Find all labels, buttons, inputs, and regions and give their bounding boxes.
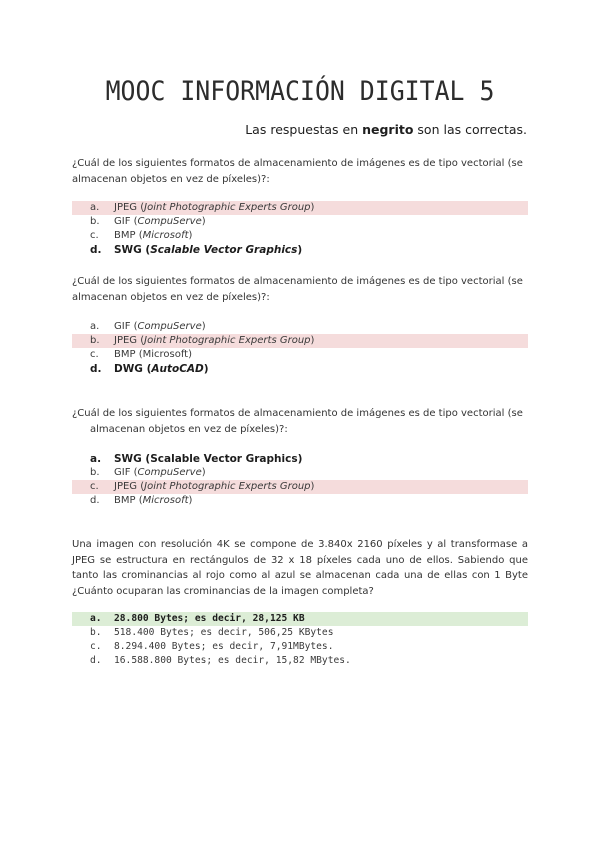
option-italic: Joint Photographic Experts Group	[144, 202, 311, 213]
question-3-text: ¿Cuál de los siguientes formatos de almacenamiento de imágenes es de tipo vectorial (se almacenan objetos en vez de píxeles)?:	[72, 408, 523, 435]
option-letter: c.	[90, 641, 102, 652]
option-text: BMP (	[114, 230, 143, 241]
option-text: GIF (	[114, 321, 138, 332]
option-end: )	[188, 495, 193, 506]
option-end: )	[201, 467, 206, 478]
question-2-text: ¿Cuál de los siguientes formatos de almacenamiento de imágenes es de tipo vectorial (se almacenan objetos en vez de píxeles)?:	[72, 276, 523, 303]
option-letter: d.	[90, 244, 102, 256]
subtitle	[245, 122, 527, 137]
option-text: 518.400 Bytes; es decir, 506,25 KBytes	[114, 627, 334, 638]
option-text: DWG (	[114, 363, 152, 375]
option-letter: c.	[90, 481, 99, 492]
question-4-options	[72, 612, 528, 668]
option-1d-correct	[72, 243, 528, 257]
option-4a-correct	[72, 612, 528, 626]
option-letter: a.	[90, 202, 100, 213]
option-letter: d.	[90, 655, 102, 666]
option-italic: CompuServe	[137, 467, 202, 478]
question-1-options	[72, 201, 528, 257]
option-2b	[72, 334, 528, 348]
option-end: )	[310, 335, 315, 346]
option-text: JPEG (	[114, 335, 145, 346]
option-3d	[72, 494, 528, 508]
option-italic: Scalable Vector Graphics	[150, 244, 298, 256]
option-italic: Joint Photographic Experts Group	[144, 481, 311, 492]
option-end: )	[310, 202, 315, 213]
option-text: JPEG (	[114, 202, 145, 213]
option-1b	[72, 215, 528, 229]
subtitle-bold: negrito	[362, 122, 414, 137]
option-letter: a.	[90, 613, 102, 624]
option-letter: b.	[90, 335, 100, 346]
option-3a-correct	[72, 452, 528, 466]
option-text: GIF (	[114, 467, 138, 478]
option-end: )	[310, 481, 315, 492]
option-letter: b.	[90, 216, 100, 227]
page-title: MOOC INFORMACIÓN DIGITAL 5	[105, 76, 495, 107]
option-letter: b.	[90, 627, 102, 638]
option-2d-correct	[72, 362, 528, 376]
option-letter: b.	[90, 467, 100, 478]
option-letter: d.	[90, 495, 100, 506]
question-1-text: ¿Cuál de los siguientes formatos de almacenamiento de imágenes es de tipo vectorial (se almacenan objetos en vez de píxeles)?:	[72, 158, 523, 185]
option-text: JPEG (	[114, 481, 145, 492]
option-text: 16.588.800 Bytes; es decir, 15,82 MBytes.	[114, 655, 351, 666]
option-text: 8.294.400 Bytes; es decir, 7,91MBytes.	[114, 641, 334, 652]
option-end: )	[188, 230, 193, 241]
subtitle-prefix: Las respuestas en	[245, 122, 363, 137]
option-3b	[72, 466, 528, 480]
option-2a	[72, 320, 528, 334]
option-italic: Joint Photographic Experts Group	[144, 335, 311, 346]
option-italic: CompuServe	[137, 216, 202, 227]
option-letter: a.	[90, 453, 102, 465]
option-2c	[72, 348, 528, 362]
question-3-options	[72, 452, 528, 508]
option-italic: Microsoft	[142, 495, 189, 506]
option-text: BMP (Microsoft)	[114, 349, 193, 360]
option-italic: AutoCAD	[151, 363, 204, 375]
option-italic: Microsoft	[142, 230, 189, 241]
option-letter: a.	[90, 321, 100, 332]
option-text: SWG (Scalable Vector Graphics)	[114, 453, 303, 465]
option-1a	[72, 201, 528, 215]
option-end: )	[297, 244, 303, 256]
option-letter: c.	[90, 349, 99, 360]
option-4c	[72, 640, 528, 654]
option-text: BMP (	[114, 495, 143, 506]
option-4d	[72, 654, 528, 668]
option-end: )	[201, 321, 206, 332]
option-text: GIF (	[114, 216, 138, 227]
option-1c	[72, 229, 528, 243]
option-italic: CompuServe	[137, 321, 202, 332]
option-end: )	[203, 363, 209, 375]
question-2-options	[72, 320, 528, 376]
option-end: )	[201, 216, 206, 227]
option-letter: c.	[90, 230, 99, 241]
option-letter: d.	[90, 363, 102, 375]
option-4b	[72, 626, 528, 640]
option-text: 28.800 Bytes; es decir, 28,125 KB	[114, 613, 305, 624]
option-3c	[72, 480, 528, 494]
question-4-text: Una imagen con resolución 4K se compone de 3.840x 2160 píxeles y al transformase a JPEG se estructura en rectángulos de 32 x 18 píxeles cada uno de ellos. Sabiendo que tanto las crominancias al rojo como al azul se almacenan cada una de ellas con 1 Byte ¿Cuánto ocuparan las crominancias de la imagen completa?	[72, 539, 528, 597]
option-text: SWG (	[114, 244, 151, 256]
subtitle-suffix: son las correctas.	[413, 122, 527, 137]
